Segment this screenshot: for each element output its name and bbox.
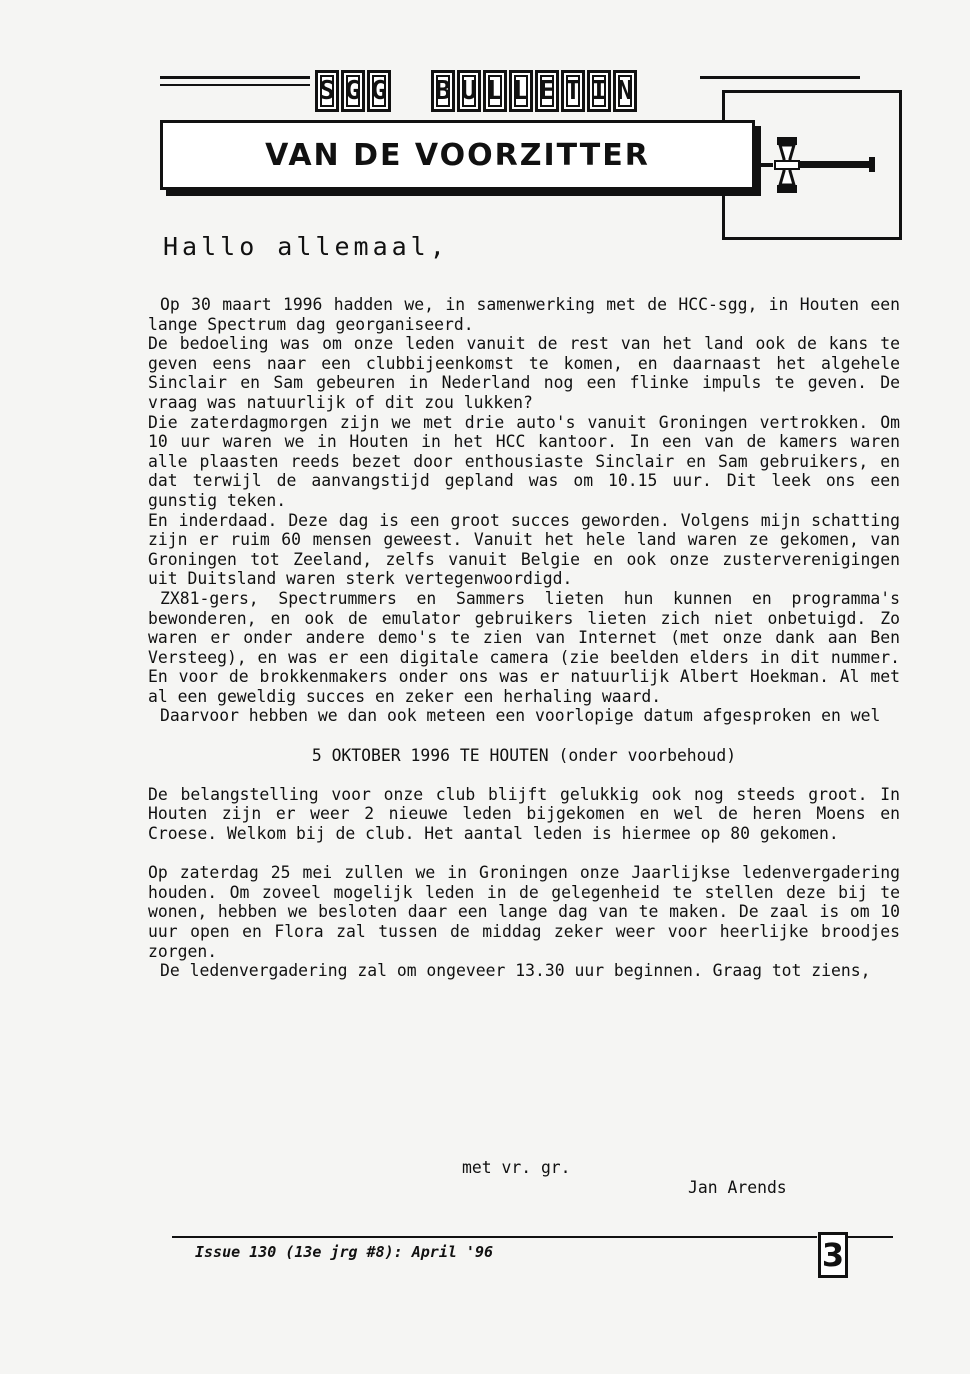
gavel-icon bbox=[755, 123, 885, 213]
paragraph: De ledenvergadering zal om ongeveer 13.30 uur beginnen. Graag tot ziens, bbox=[160, 961, 871, 981]
footer-rule-right bbox=[848, 1236, 893, 1238]
top-rule bbox=[160, 76, 310, 79]
paragraph: Op 30 maart 1996 hadden we, in samenwerking met de HCC-sgg, in Houten een lange Spectrum dag georganiseerd. bbox=[148, 295, 900, 334]
paragraph: Op zaterdag 25 mei zullen we in Groningen onze Jaarlijkse ledenvergadering houden. Om zoveel mogelijk leden in de gelegenheid te stellen deze bij te wonen, hebben we besloten daar een lange dag van te maken. De zaal is om 10 uur open en Flora zal tussen de middag zeker weer voor heerlijke broodjes zorgen. bbox=[148, 863, 900, 961]
paragraph: De belangstelling voor onze club blijft gelukkig ook nog steeds groot. In Houten zijn er weer 2 nieuwe leden bijgekomen en wel de heren Moens en Croese. Welkom bij de club. Het aantal leden is hiermee op 80 gekomen. bbox=[148, 784, 900, 844]
masthead-letter: E bbox=[535, 70, 559, 112]
footer-rule bbox=[172, 1236, 817, 1238]
closing: met vr. gr. bbox=[462, 1158, 571, 1177]
masthead-letter: L bbox=[483, 70, 507, 112]
masthead-letter: G bbox=[367, 70, 391, 112]
date-announcement: 5 OKTOBER 1996 TE HOUTEN (onder voorbehoud) bbox=[311, 745, 737, 765]
paragraph: ZX81-gers, Spectrummers en Sammers lieten hun kunnen en programma's bewonderen, en ook de emulator gebruikers lieten zich niet onbetuigd. Zo waren er onder andere demo's te zien van Internet (met onze dank aan Ben Versteeg), en was er een digitale camera (zie beelden elders in dit nummer. En voor de brokkenmakers onder ons was er natuurlijk Albert Hoekman. Al met al een geweldig succes en zeker een herhaling waard. bbox=[148, 588, 900, 706]
signature: Jan Arends bbox=[688, 1178, 787, 1197]
page-number: 3 bbox=[818, 1232, 848, 1278]
section-title-box bbox=[160, 120, 755, 190]
section-title: VAN DE VOORZITTER bbox=[265, 137, 650, 173]
masthead-letter: B bbox=[431, 70, 455, 112]
masthead-letter: N bbox=[613, 70, 637, 112]
top-rule-right bbox=[700, 76, 860, 79]
paragraph: Daarvoor hebben we dan ook meteen een voorlopige datum afgesproken en wel bbox=[160, 706, 881, 726]
masthead-letter: L bbox=[509, 70, 533, 112]
masthead-letter: T bbox=[561, 70, 585, 112]
masthead-letter: I bbox=[587, 70, 611, 112]
greeting: Hallo allemaal, bbox=[163, 232, 449, 261]
paragraph: En inderdaad. Deze dag is een groot succes geworden. Volgens mijn schatting zijn er ruim 60 mensen geweest. Vanuit het hele land waren ze gekomen, van Groningen tot Zeeland, zelfs vanuit Belgie en ook onze zusterverenigingen uit Duitsland waren sterk vertegenwoordigd. bbox=[148, 510, 900, 589]
paragraph: De bedoeling was om onze leden vanuit de rest van het land ook de kans te geven eens naar een clubbijeenkomst te komen, en daarnaast het algehele Sinclair en Sam gebeuren in Nederland nog een flinke impuls te geven. De vraag was natuurlijk of dit zou lukken? bbox=[148, 334, 900, 412]
top-rule-2 bbox=[160, 84, 310, 86]
masthead-letter: S bbox=[315, 70, 339, 112]
masthead-letter: U bbox=[457, 70, 481, 112]
article-body bbox=[148, 295, 900, 981]
issue-footer: Issue 130 (13e jrg #8): April '96 bbox=[195, 1243, 494, 1261]
masthead bbox=[315, 70, 637, 112]
masthead-letter: G bbox=[341, 70, 365, 112]
paragraph: Die zaterdagmorgen zijn we met drie auto's vanuit Groningen vertrokken. Om 10 uur waren we in Houten in het HCC kantoor. In een van de kamers waren alle plaasten reeds bezet door enthousiaste Sinclair en Sam gebruikers, en dat terwijl de aanvangstijd gepland was om 10.15 uur. Dit leek ons een gunstig teken. bbox=[148, 412, 900, 510]
